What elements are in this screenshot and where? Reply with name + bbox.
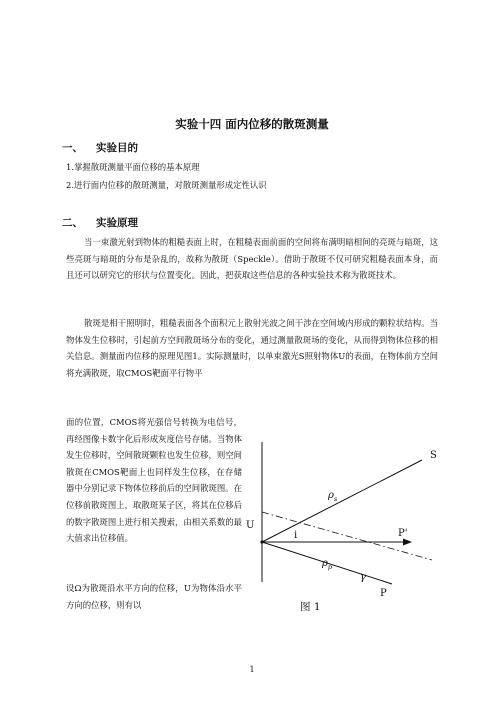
- figure-1: [244, 432, 454, 620]
- principle-paragraph-1-text: 当一束激光射到物体的粗糙表面上时，在粗糙表面前面的空间将布满明暗相间的亮斑与暗斑，这些亮斑与暗斑的分布是杂乱的，故称为散斑（Speckle）。借助于散斑不仅可研究粗糙表面本身，而且还可以研究它的形状与位置变化。因此，把获取这些信息的各种实验技术称为散斑技术。: [66, 237, 438, 281]
- normal-arrow-icon: [403, 539, 412, 546]
- objective-item-2: 2.进行面内位移的散斑测量，对散斑测量形成定性认识: [66, 180, 267, 190]
- principle-paragraph-2: [66, 315, 438, 381]
- label-s: S: [430, 450, 437, 461]
- objective-item-1: 1.掌握散斑测量平面位移的基本原理: [66, 162, 200, 172]
- label-gamma: γ: [360, 572, 366, 583]
- principle-paragraph-4-text: 设Ω为散斑沿水平方向的位移，U为物体沿水平方向的位移，则有以: [66, 583, 242, 610]
- section-1-number: 一、: [62, 142, 83, 154]
- page-title: 实验十四 面内位移的散斑测量: [175, 117, 329, 131]
- principle-paragraph-1: [66, 234, 438, 284]
- principle-paragraph-2-text: 散斑是相干照明时，粗糙表面各个面积元上散射光波之间干涉在空间域内形成的颗粒状结构。当物体发生位移时，引起前方空间散斑场分布的变化，通过测量散斑场的变化，从而得到物体位移的相关信息。测量面内位移的原理见图1。实际测量时，以单束激光S照射物体U的表面，在物体前方空间将充满散斑，取CMOS靶面平行物平: [66, 318, 438, 378]
- label-rho-p: $\rho_p$: [322, 558, 333, 571]
- principle-paragraph-3-text: 面的位置，CMOS将光强信号转换为电信号，再经图像卡数字化后形成灰度信号存储。当物体发生位移时，空间散斑颗粒也发生位移，则空间散斑在CMOS靶面上也同样发生位移，在存储器中分别记录下物体位移前后的空间散斑图。在位移前散斑图上，取散斑某子区，将其在位移后的数字散斑图上进行相关搜索，由相关系数的最大值求出位移值。: [66, 417, 242, 544]
- label-i: i: [294, 530, 298, 541]
- section-1-title: 实验目的: [96, 142, 138, 154]
- label-p: P: [380, 588, 387, 599]
- speckle-geometry-diagram: [244, 432, 454, 620]
- section-2-heading: [62, 215, 138, 230]
- section-2-number: 二、: [62, 217, 83, 229]
- page-number: 1: [249, 665, 255, 674]
- label-p-prime: P': [398, 528, 408, 539]
- principle-paragraph-3: [66, 414, 242, 547]
- section-1-heading: [62, 140, 138, 155]
- figure-caption: 图 1: [300, 601, 321, 613]
- label-rho-s: $\rho_s$: [328, 490, 338, 503]
- section-2-title: 实验原理: [96, 217, 138, 229]
- principle-paragraph-4: [66, 580, 242, 613]
- label-u: U: [246, 520, 255, 531]
